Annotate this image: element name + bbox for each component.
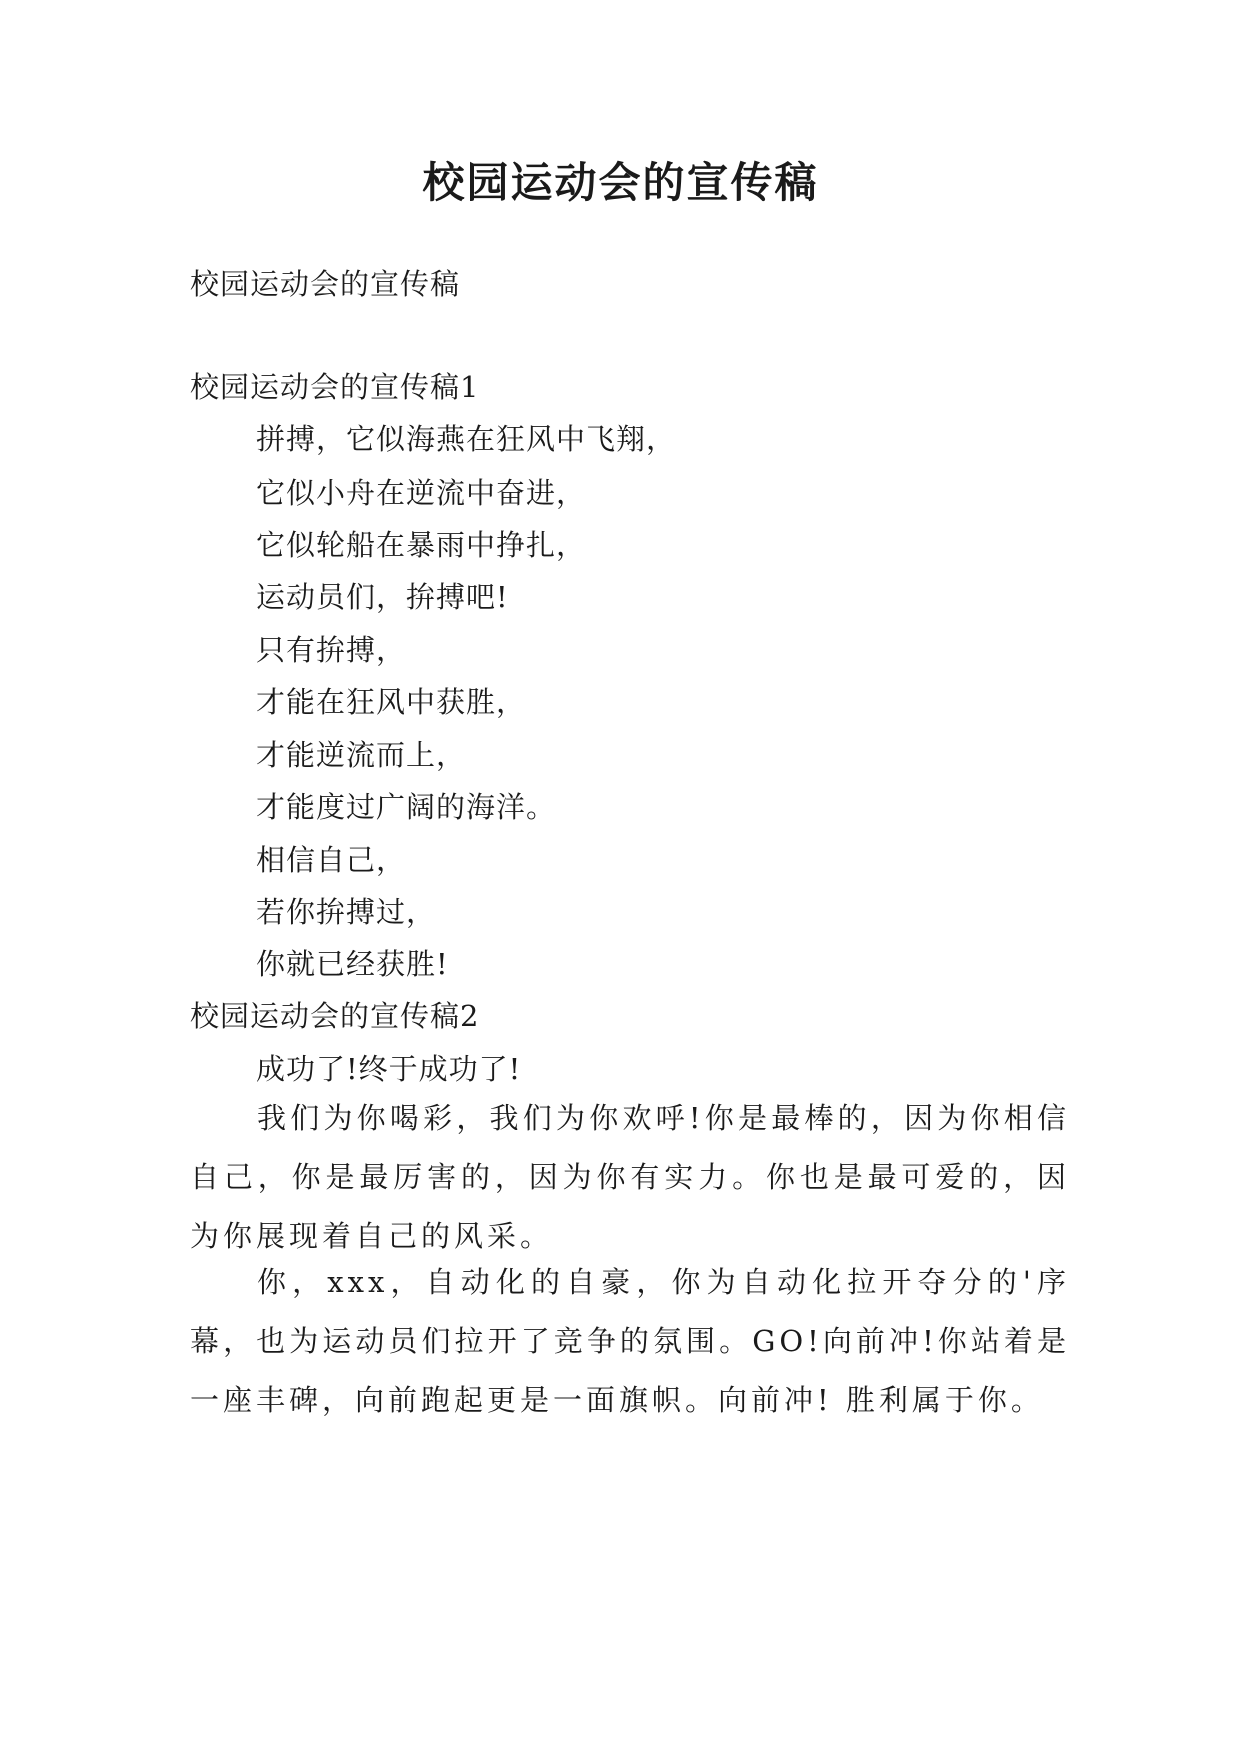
document-title: 校园运动会的宣传稿 [422, 158, 819, 207]
section2-paragraph-1: 我们为你喝彩，我们为你欢呼!你是最棒的，因为你相信自己，你是最厉害的，因为你有实力。你也是最可爱的，因为你展现着自己的风采。 [190, 1101, 1070, 1253]
poem-line-2: 它似小舟在逆流中奋进， [256, 476, 587, 510]
poem-line-11: 你就已经获胜! [256, 947, 449, 981]
poem-line-10: 若你拚搏过， [256, 895, 437, 929]
poem-line-6: 才能在狂风中获胜， [256, 685, 527, 719]
poem-line-9: 相信自己， [256, 843, 407, 877]
poem-line-4: 运动员们，拚搏吧! [256, 580, 509, 614]
poem-line-7: 才能逆流而上， [256, 738, 467, 772]
poem-line-8: 才能度过广阔的海洋。 [256, 790, 557, 824]
section1-heading: 校园运动会的宣传稿1 [190, 370, 480, 404]
poem-line-1: 拼搏，它似海燕在狂风中飞翔， [256, 422, 677, 456]
poem-line-3: 它似轮船在暴雨中挣扎， [256, 528, 587, 562]
section2-line-1: 成功了!终于成功了! [256, 1052, 522, 1086]
section2-heading: 校园运动会的宣传稿2 [190, 999, 480, 1033]
section2-paragraph-2: 你，xxx，自动化的自豪，你为自动化拉开夺分的'序幕，也为运动员们拉开了竞争的氛围。GO!向前冲!你站着是一座丰碑，向前跑起更是一面旗帜。向前冲! 胜利属于你。 [190, 1265, 1070, 1417]
document-subtitle: 校园运动会的宣传稿 [190, 267, 461, 301]
poem-line-5: 只有拚搏， [256, 633, 407, 667]
